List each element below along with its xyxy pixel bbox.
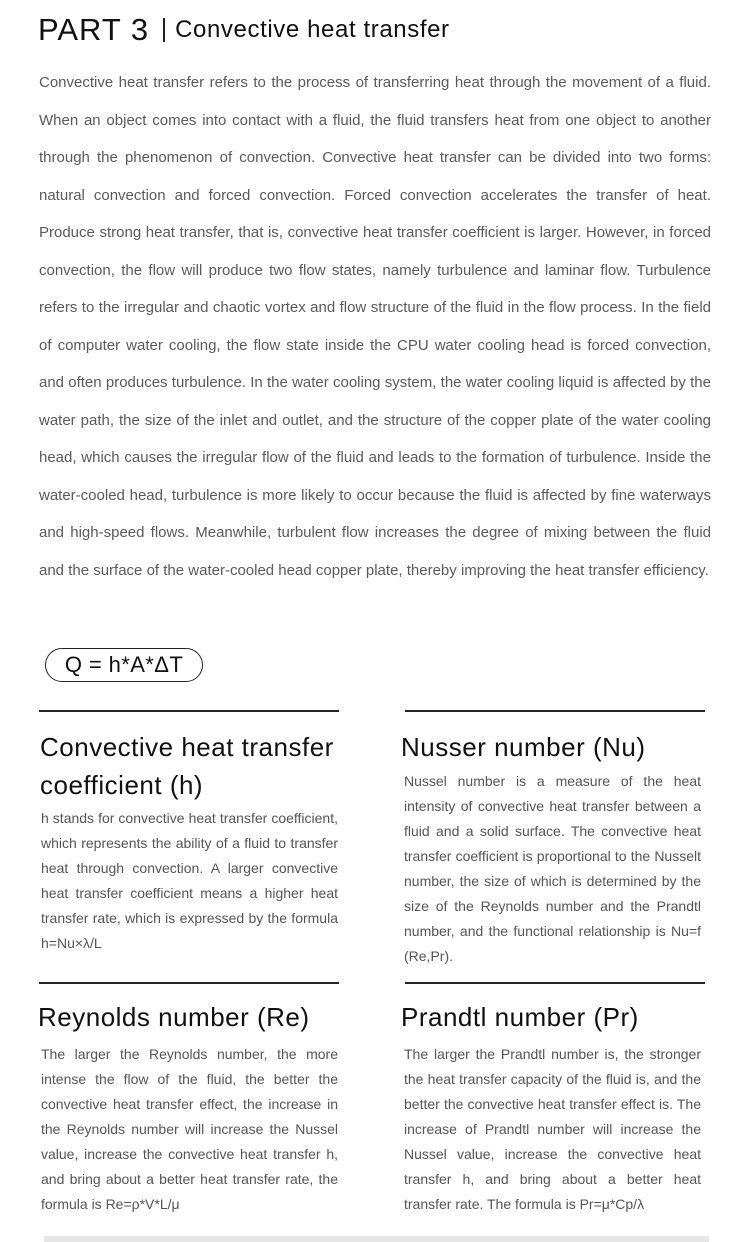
intro-paragraph: Convective heat transfer refers to the process of transferring heat through the movement of a fluid. When an object comes into contact with a fluid, the fluid transfers heat from one object to another through the phenomenon of convection. Convective heat transfer can be divided into two forms: natural convection and forced convection. Forced convection accelerates the transfer of heat. Produce strong heat transfer, that is, convective heat transfer coefficient is larger. However, in forced convection, the flow will produce two flow states, namely turbulence and laminar flow. Turbulence refers to the irregular and chaotic vortex and flow structure of the fluid in the flow process. In the field of computer water cooling, the flow state inside the CPU water cooling head is forced convection, and often produces turbulence. In the water cooling system, the water cooling liquid is affected by the water path, the size of the inlet and outlet, and the structure of the copper plate of the water cooling head, which causes the irregular flow of the fluid and leads to the formation of turbulence. Inside the water-cooled head, turbulence is more likely to occur because the fluid is affected by fine waterways and high-speed flows. Meanwhile, turbulent flow increases the degree of mixing between the fluid and the surface of the water-cooled head copper plate, thereby improving the heat transfer efficiency.: [39, 74, 711, 579]
card-body: Nussel number is a measure of the heat intensity of convective heat transfer between a fluid and a solid surface. The convective heat transfer coefficient is proportional to the Nusselt number, the size of which is determined by the size of the Reynolds number and the Prandtl number, and the functional relationship is Nu=f (Re,Pr).: [404, 773, 701, 964]
card-title: Prandtl number (Pr): [401, 1002, 639, 1032]
page-header: [38, 10, 450, 50]
card-divider: [39, 710, 339, 712]
part-number: PART 3: [38, 12, 150, 47]
card-prandtl-number: [401, 982, 705, 1212]
card-divider: [39, 982, 339, 984]
heat-transfer-formula: Q = h*A*ΔT: [45, 648, 203, 682]
card-title: Nusser number (Nu): [401, 732, 646, 762]
card-nusselt-number: [401, 710, 705, 964]
card-body: The larger the Reynolds number, the more intense the flow of the fluid, the better the convective heat transfer effect, the increase in the Reynolds number will increase the Nussel value, increase the convective heat transfer h, and bring about a better heat transfer rate, the formula is Re=ρ*V*L/μ: [41, 1046, 338, 1212]
card-reynolds-number: [38, 982, 339, 1212]
card-body: The larger the Prandtl number is, the stronger the heat transfer capacity of the fluid is, and the better the convective heat transfer effect is. The increase of Prandtl number will increase the Nussel value, increase the convective heat transfer h, and bring about a better heat transfer rate. The formula is Pr=μ*Cp/λ: [404, 1046, 701, 1212]
bottom-divider-bar: [44, 1236, 709, 1242]
card-divider: [405, 710, 705, 712]
page-title: Convective heat transfer: [175, 16, 450, 43]
card-divider: [405, 982, 705, 984]
card-title: Convective heat transfer coefficient (h): [40, 732, 334, 800]
card-body: h stands for convective heat transfer coefficient, which represents the ability of a fluid to transfer heat through convection. A larger convective heat transfer coefficient means a higher heat transfer rate, which is expressed by the formula h=Nu×λ/L: [41, 810, 338, 951]
title-separator: [163, 18, 165, 42]
card-heat-transfer-coefficient: [39, 710, 339, 951]
card-title: Reynolds number (Re): [38, 1002, 310, 1032]
